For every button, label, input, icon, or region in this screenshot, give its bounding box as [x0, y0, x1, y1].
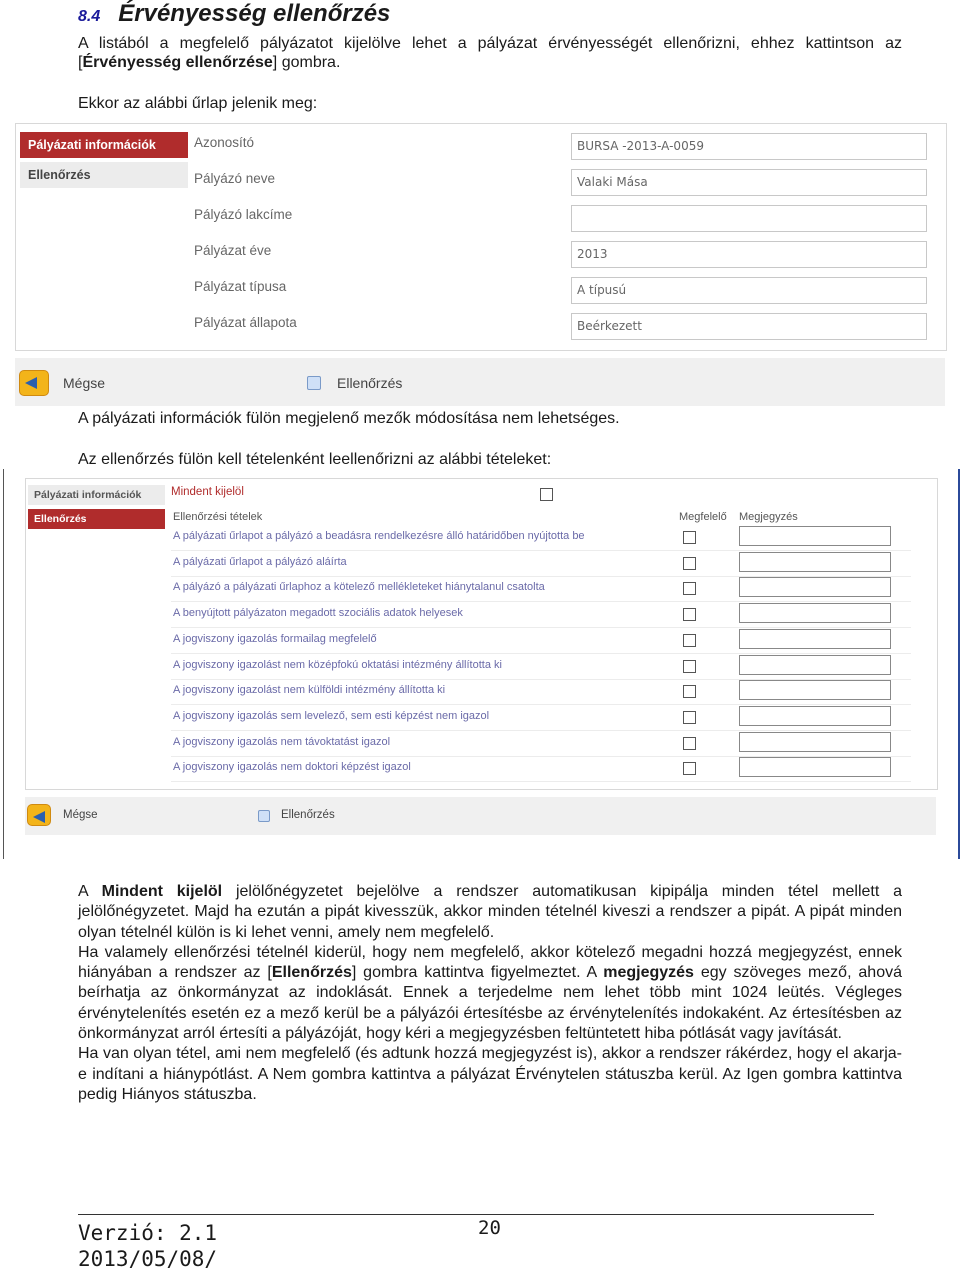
footer-date: 2013/05/08/ [78, 1247, 218, 1271]
form1-toolbar [15, 358, 945, 406]
footer-divider [78, 1214, 874, 1215]
field-status[interactable]: Beérkezett [571, 313, 927, 340]
check-button[interactable]: Ellenőrzés [337, 375, 403, 391]
check-item-label: A jogviszony igazolás formailag megfelelő [173, 632, 377, 645]
intro-text-end: ] gombra. [272, 54, 341, 71]
check-item-row [171, 551, 911, 577]
check-item-label: A pályázati űrlapot a pályázó aláírta [173, 555, 347, 568]
field-label-address: Pályázó lakcíme [194, 207, 293, 222]
check-item-label: A jogviszony igazolás nem doktori képzést igazol [173, 761, 411, 774]
p4-text-mid: ] gombra kattintva figyelmeztet. A [351, 964, 604, 982]
check-icon[interactable] [307, 376, 321, 390]
item-note-input[interactable] [739, 655, 891, 675]
section-number: 8.4 [78, 8, 101, 25]
item-ok-checkbox[interactable] [683, 582, 696, 595]
item-ok-checkbox[interactable] [683, 557, 696, 570]
check-item-row [171, 628, 911, 654]
col-ok-header: Megfelelő [679, 511, 727, 523]
check-item-label: A jogviszony igazolás nem távoktatást igazol [173, 735, 391, 748]
field-name[interactable]: Valaki Mása [571, 169, 927, 196]
page-number: 20 [478, 1217, 501, 1239]
item-note-input[interactable] [739, 732, 891, 752]
item-note-input[interactable] [739, 552, 891, 572]
p4-bold-2: megjegyzés [603, 964, 694, 982]
item-note-input[interactable] [739, 706, 891, 726]
field-label-year: Pályázat éve [194, 243, 272, 258]
check-item-row [171, 705, 911, 731]
item-ok-checkbox[interactable] [683, 685, 696, 698]
field-label-type: Pályázat típusa [194, 279, 287, 294]
info-form-screenshot [15, 123, 947, 351]
tab-check[interactable]: Ellenőrzés [20, 162, 188, 188]
back-arrow-icon[interactable] [27, 804, 51, 826]
tab-info[interactable]: Pályázati információk [20, 132, 188, 158]
check-item-row [171, 756, 911, 782]
field-label-id: Azonosító [194, 135, 255, 150]
item-note-input[interactable] [739, 629, 891, 649]
footer-version: Verzió: 2.1 [78, 1221, 218, 1245]
form2-toolbar [25, 797, 936, 835]
item-note-input[interactable] [739, 603, 891, 623]
intro-paragraph [78, 34, 902, 72]
p3-bold: Mindent kijelöl [101, 883, 223, 900]
check-item-row [171, 679, 911, 705]
p4-bold-1: Ellenőrzés [271, 964, 352, 982]
check-item-label: A jogviszony igazolás sem levelező, sem esti képzést nem igazol [173, 709, 490, 722]
section-title: Érvényesség ellenőrzés [118, 0, 391, 27]
check-item-label: A benyújtott pályázaton megadott szociális adatok helyesek [173, 607, 463, 620]
select-all-label: Mindent kijelöl [171, 486, 244, 498]
section-heading [78, 0, 390, 28]
check-item-label: A pályázati űrlapot a pályázó a beadásra rendelkezésre álló határidőben nyújtotta be [173, 530, 585, 542]
item-note-input[interactable] [739, 680, 891, 700]
check-item-label: A pályázó a pályázati űrlaphoz a kötelező mellékleteket hiánytalanul csatolta [173, 581, 545, 594]
intro-line-2: Ekkor az alábbi űrlap jelenik meg: [78, 95, 318, 112]
intro-bold: Érvényesség ellenőrzése [82, 54, 273, 71]
p3-text: A [78, 883, 102, 900]
check-item-row [171, 576, 911, 602]
paragraph-status: Ha van olyan tétel, ami nem megfelelő (és adtunk hozzá megjegyzést is), akkor a rendszer rákérdez, hogy el akarja-e indítani a hiánypótlást. A Nem gombra kattintva a pályázat Érvénytelen státuszba kerül. Az Igen gombra kattintva pedig Hiányos státuszba. [78, 1045, 902, 1103]
p4-text-end: egy szöveges mező, ahová beírhatja az önkormányzat az indoklását. Ennek a terjedelme nem lehet több mint 1024 leütés. Végleges érvénytelenítés esetén ez a mező kerül be a pályázói értesítésbe az érvénytelenítés indokaként. Az értesítésben az önkormányzat arról értesíti a pályázóját, hogy kéri a megjegyzésben feltüntetett hiba pótlását vagy javítását. [78, 964, 902, 1043]
paragraph-note [78, 943, 902, 1044]
item-ok-checkbox[interactable] [683, 608, 696, 621]
check-item-row [171, 654, 911, 680]
item-note-input[interactable] [739, 526, 891, 546]
p3-text-end: jelölőnégyzetet bejelölve a rendszer automatikusan kipipálja minden tétel mellett a jelölőnégyzetet. Majd ha ezután a pipát kivesszük, akkor minden tételnél kiveszi a rendszer a pipát. A pipát minden olyan tételnél külön is ki lehet venni, amely nem megfelelő. [78, 883, 903, 941]
check-form-screenshot [25, 478, 938, 790]
item-ok-checkbox[interactable] [683, 711, 696, 724]
form2-tabs [28, 485, 165, 529]
body-text [78, 882, 902, 1105]
check-icon[interactable] [258, 810, 270, 822]
col-note-header: Megjegyzés [739, 511, 798, 523]
field-label-status: Pályázat állapota [194, 315, 297, 330]
intro-text: A listából a megfelelő pályázatot kijelölve lehet a pályázat érvényességét ellenőrizni, ehhez kattintson az [ [78, 35, 902, 71]
item-note-input[interactable] [739, 577, 891, 597]
tab2-info[interactable]: Pályázati információk [28, 485, 165, 505]
p4-text: Ha valamely ellenőrzési tételnél kiderül, hogy nem megfelelő, akkor kötelező megadni hozzá megjegyzést, ennek hiányában a rendszer az [ [78, 943, 902, 982]
field-address[interactable] [571, 205, 927, 232]
note-readonly: A pályázati információk fülön megjelenő mezők módosítása nem lehetséges. [78, 410, 620, 427]
item-ok-checkbox[interactable] [683, 762, 696, 775]
item-note-input[interactable] [739, 757, 891, 777]
item-ok-checkbox[interactable] [683, 531, 696, 544]
check-item-row [171, 525, 911, 551]
back-arrow-icon[interactable] [19, 370, 49, 396]
item-ok-checkbox[interactable] [683, 634, 696, 647]
field-year[interactable]: 2013 [571, 241, 927, 268]
check-button[interactable]: Ellenőrzés [281, 809, 335, 821]
check-item-label: A jogviszony igazolást nem középfokú oktatási intézmény állította ki [173, 658, 502, 671]
check-item-row [171, 731, 911, 757]
cancel-button[interactable]: Mégse [63, 809, 98, 821]
paragraph-select-all [78, 882, 902, 943]
note-check-items: Az ellenőrzés fülön kell tételenként leellenőrizni az alábbi tételeket: [78, 451, 552, 468]
check-item-row [171, 602, 911, 628]
field-label-name: Pályázó neve [194, 171, 276, 186]
select-all-checkbox[interactable] [540, 488, 553, 501]
item-ok-checkbox[interactable] [683, 737, 696, 750]
item-ok-checkbox[interactable] [683, 660, 696, 673]
tab2-check[interactable]: Ellenőrzés [28, 509, 165, 529]
form-tabs [20, 132, 188, 188]
field-type[interactable]: A típusú [571, 277, 927, 304]
field-id[interactable]: BURSA -2013-A-0059 [571, 133, 927, 160]
col-items-header: Ellenőrzési tételek [173, 511, 263, 523]
footer-version-block [78, 1220, 217, 1272]
check-item-label: A jogviszony igazolást nem külföldi intézmény állította ki [173, 684, 446, 697]
cancel-button[interactable]: Mégse [63, 375, 106, 391]
